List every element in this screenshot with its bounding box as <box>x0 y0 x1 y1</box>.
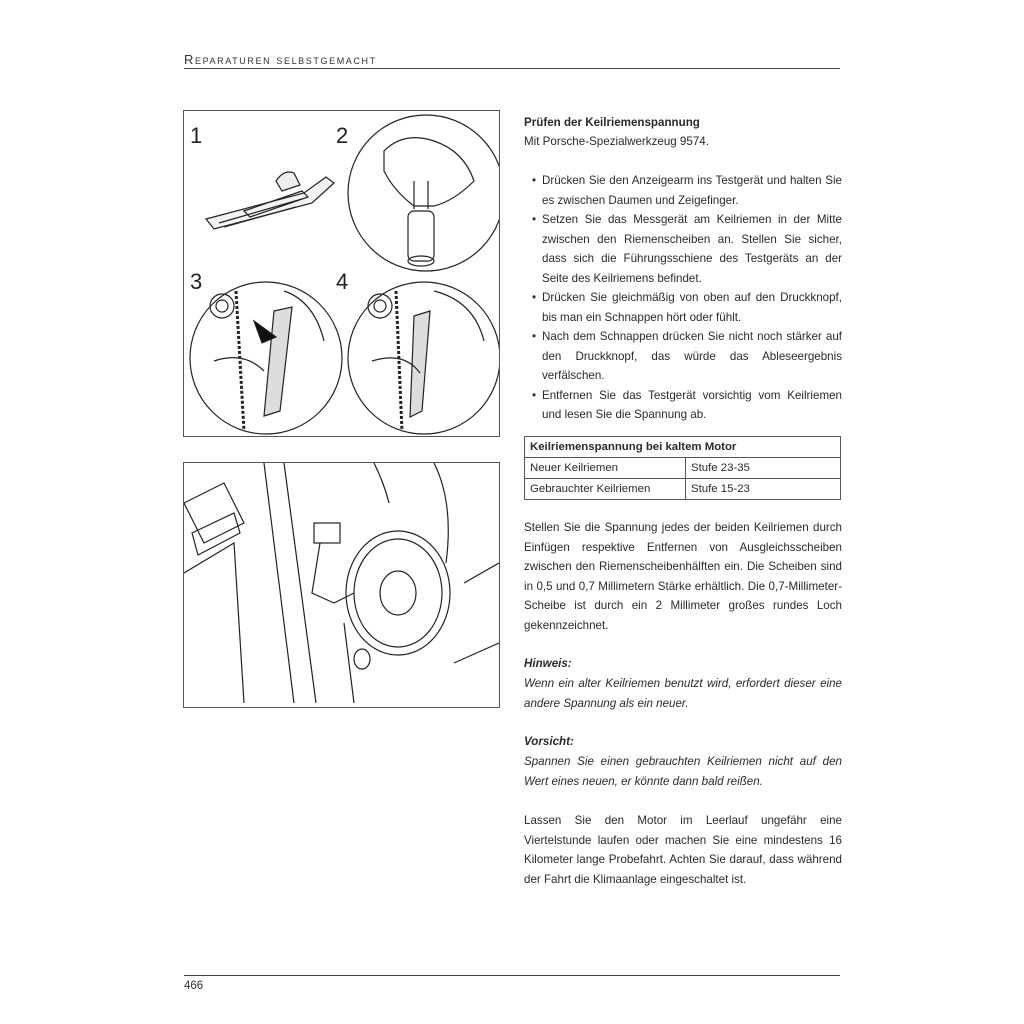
step-2-label: 2 <box>336 123 349 148</box>
table-cell-value: Stufe 15-23 <box>686 479 841 500</box>
list-item <box>524 327 842 386</box>
list-item-text: Drücken Sie den Anzeigearm ins Testgerät und halten Sie es zwischen Daumen und Zeigefinger. <box>542 174 842 207</box>
figure-tension-gauge-steps <box>183 110 500 437</box>
bullet-marker: • <box>532 330 537 343</box>
table-cell-value: Stufe 23-35 <box>686 458 841 479</box>
paragraph-shims: Stellen Sie die Spannung jedes der beiden Keilriemen durch Einfügen respektive Entfernen von Ausgleichsscheiben zwischen den Riemenscheibenhälften ein. Die Scheiben sind in 0,5 und 0,7 Millimetern Stärke erhältlich. Die 0,7-Millimeter-Scheibe ist durch ein 2 Millimeter großes rundes Loch gekennzeichnet. <box>524 521 842 632</box>
page-number: 466 <box>184 980 204 992</box>
step-4-belt-drawing <box>348 282 499 434</box>
bullet-marker: • <box>532 213 537 226</box>
list-item <box>524 288 842 327</box>
table-header: Keilriemenspannung bei kaltem Motor <box>525 437 841 458</box>
warning-text: Spannen Sie einen gebrauchten Keilriemen nicht auf den Wert eines neuen, er könnte dann bald reißen. <box>524 755 842 788</box>
figure-engine-pulley <box>183 462 500 708</box>
section-subtitle: Mit Porsche-Spezialwerkzeug 9574. <box>524 135 709 148</box>
table-row <box>525 479 841 500</box>
tension-gauge-illustration <box>184 111 499 436</box>
step-3-belt-drawing <box>190 282 342 434</box>
table-row <box>525 458 841 479</box>
step-1-gauge-drawing <box>206 172 334 229</box>
list-item-text: Entfernen Sie das Testgerät vorsichtig vom Keilriemen und lesen Sie die Spannung ab. <box>542 388 842 421</box>
step-4-label: 4 <box>336 269 349 294</box>
bullet-marker: • <box>532 291 537 304</box>
list-item-text: Nach dem Schnappen drücken Sie nicht noch stärker auf den Druckknopf, das würde das Ableseergebnis verfälschen. <box>542 330 842 382</box>
list-item <box>524 386 842 425</box>
list-item <box>524 171 842 210</box>
hint-title: Hinweis: <box>524 657 572 670</box>
footer-rule <box>184 975 840 976</box>
table-cell-item: Gebrauchter Keilriemen <box>525 479 686 500</box>
step-2-hand-drawing <box>348 115 499 271</box>
list-item-text: Setzen Sie das Messgerät am Keilriemen in der Mitte zwischen den Riemenscheiben an. Stellen Sie sicher, dass sich die Führungsschiene des Testgeräts an der Seite des Keilriemens befindet. <box>542 213 842 285</box>
bullet-marker: • <box>532 388 537 402</box>
header-rule <box>184 68 840 69</box>
step-1-label: 1 <box>190 123 203 148</box>
bullet-marker: • <box>532 174 537 187</box>
paragraph-test-drive: Lassen Sie den Motor im Leerlauf ungefähr eine Viertelstunde laufen oder machen Sie eine mindestens 16 Kilometer lange Probefahrt. Achten Sie darauf, dass während der Fahrt die Klimaanlage eingeschaltet ist. <box>524 814 842 886</box>
table-cell-item: Neuer Keilriemen <box>525 458 686 479</box>
belt-tension-table <box>524 436 841 500</box>
step-3-label: 3 <box>190 269 203 294</box>
hint-text: Wenn ein alter Keilriemen benutzt wird, erfordert dieser eine andere Spannung als ein neuer. <box>524 677 842 710</box>
warning-title: Vorsicht: <box>524 735 574 748</box>
list-item-text: Drücken Sie gleichmäßig von oben auf den Druckknopf, bis man ein Schnappen hört oder fühlt. <box>542 291 842 324</box>
engine-pulley-illustration <box>184 463 499 707</box>
list-item <box>524 210 842 288</box>
running-header: Reparaturen selbstgemacht <box>184 52 377 67</box>
table-header-row <box>525 437 841 458</box>
section-title: Prüfen der Keilriemenspannung <box>524 116 700 129</box>
instruction-list <box>524 171 842 425</box>
